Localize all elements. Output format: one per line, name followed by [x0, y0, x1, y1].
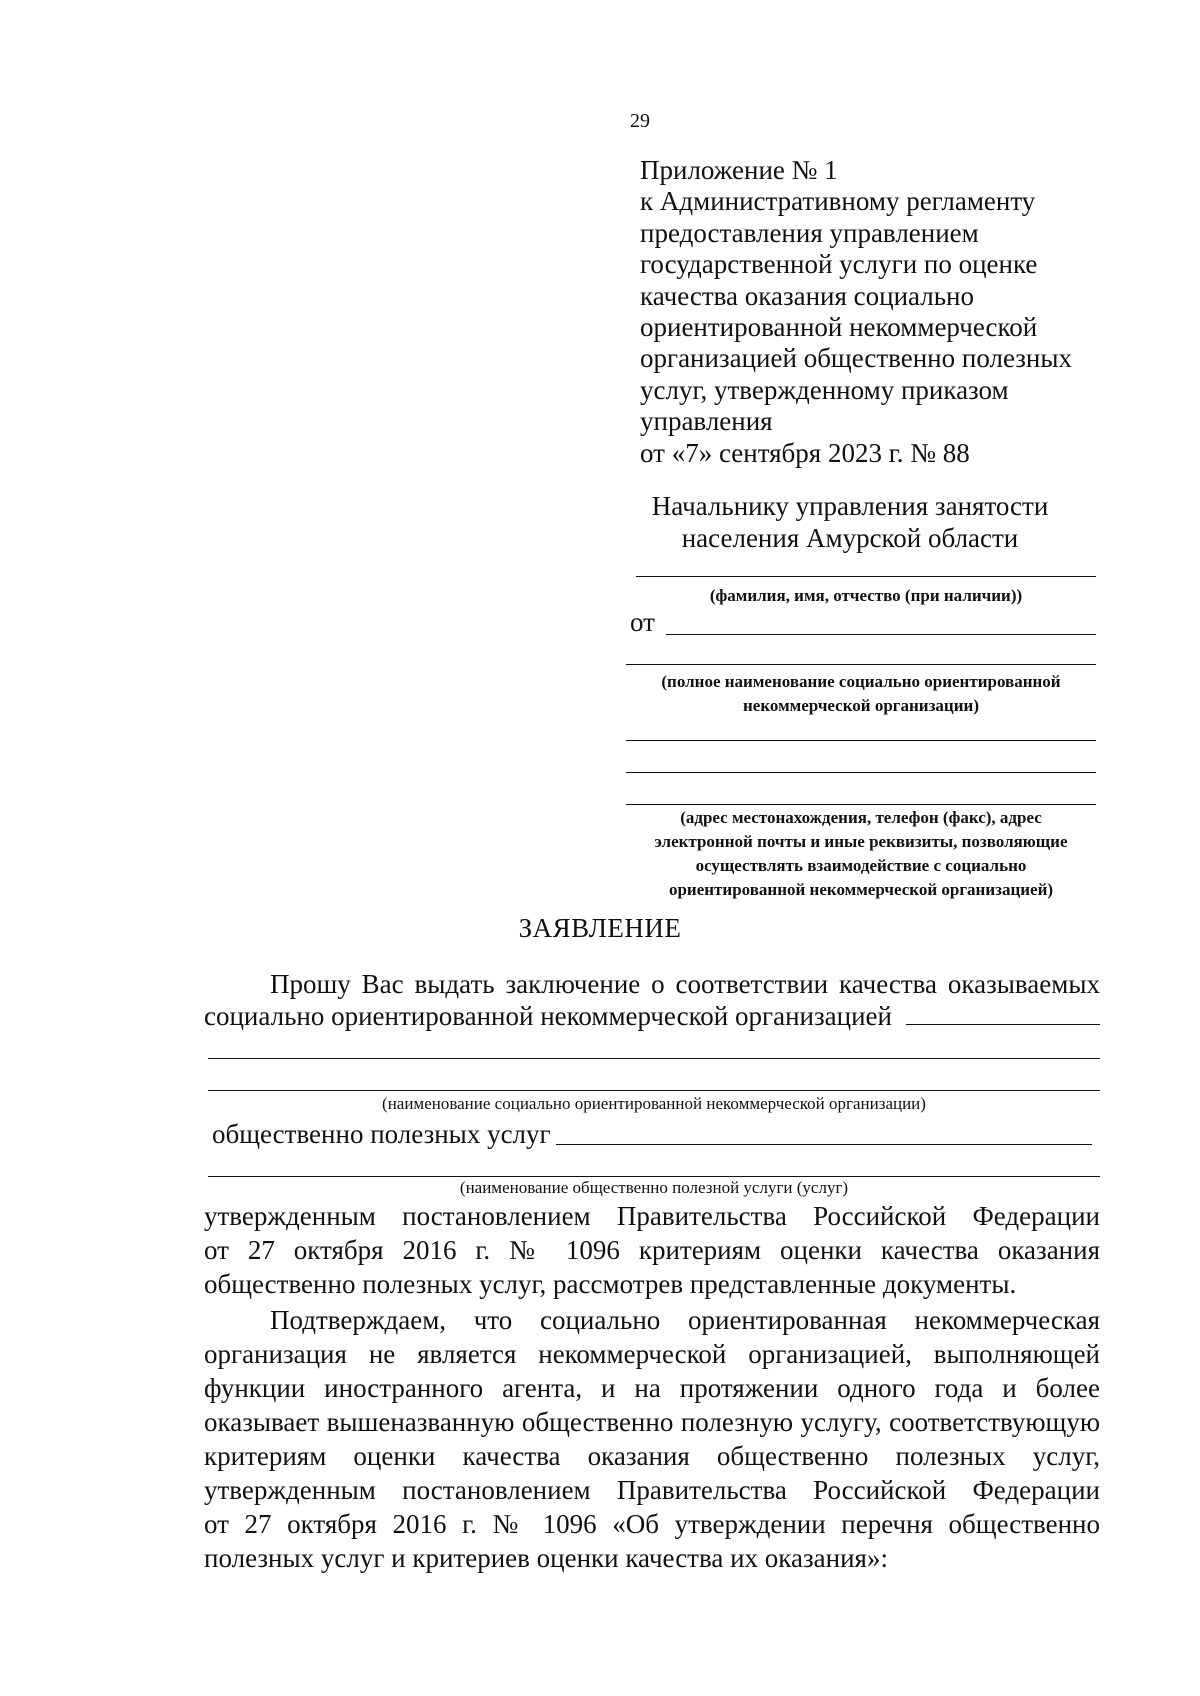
addressee-line-2: населения Амурской области	[681, 523, 1019, 553]
appendix-line: управления	[640, 406, 773, 437]
address-caption-3: осуществлять взаимодействие с социально	[695, 856, 1027, 875]
appendix-header	[640, 155, 1100, 469]
request-line-2: социально ориентированной некоммерческой организацией	[204, 1001, 892, 1031]
body-line: утвержденным постановлением Правительства Российской Федерации	[204, 1201, 1100, 1231]
from-field-line[interactable]	[666, 634, 1096, 635]
body-line: оказывает вышеназванную общественно полезную услугу, соответствующую	[204, 1407, 1100, 1437]
org-inline-field-line-3[interactable]	[208, 1090, 1100, 1091]
page-number: 29	[630, 110, 650, 132]
body-line: полезных услуг и критериев оценки качества их оказания»:	[204, 1543, 888, 1573]
address-caption-1: (адрес местонахождения, телефон (факс), адрес	[680, 808, 1042, 827]
org-inline-caption: (наименование социально ориентированной некоммерческой организации)	[382, 1094, 926, 1113]
addressee-line-1: Начальнику управления занятости	[651, 491, 1049, 521]
document-title: ЗАЯВЛЕНИЕ	[518, 913, 682, 943]
org-inline-field-line-1[interactable]	[906, 1024, 1100, 1025]
address-field-line-2[interactable]	[626, 772, 1096, 773]
body-line: Подтверждаем, что социально ориентированная некоммерческая	[270, 1305, 1100, 1335]
address-caption-2: электронной почты и иные реквизиты, позволяющие	[654, 832, 1068, 851]
body-line: общественно полезных услуг, рассмотрев представленные документы.	[204, 1269, 1017, 1299]
address-field-line-3[interactable]	[626, 804, 1096, 805]
body-line: от 27 октября 2016 г. № 1096 критериям оценки качества оказания	[204, 1235, 1100, 1265]
appendix-line: к Административному регламенту	[640, 186, 1036, 217]
org-inline-field-line-2[interactable]	[208, 1058, 1100, 1059]
appendix-line: предоставления управлением	[640, 217, 979, 248]
services-field-line-1[interactable]	[556, 1144, 1092, 1145]
fio-field-line[interactable]	[636, 576, 1096, 577]
body-line: утвержденным постановлением Правительства Российской Федерации	[204, 1475, 1100, 1505]
appendix-line: услуг, утвержденному приказом	[640, 374, 1009, 405]
request-line-1: Прошу Вас выдать заключение о соответствии качества оказываемых	[270, 969, 1100, 999]
org-name-caption-1: (полное наименование социально ориентированной	[661, 672, 1061, 691]
appendix-line: организацией общественно полезных	[640, 343, 1073, 374]
service-name-caption: (наименование общественно полезной услуги (услуг)	[459, 1178, 849, 1197]
fio-caption: (фамилия, имя, отчество (при наличии))	[709, 586, 1023, 605]
appendix-line: от «7» сентября 2023 г. № 88	[640, 437, 970, 468]
body-line: критериям оценки качества оказания общественно полезных услуг,	[204, 1441, 1100, 1471]
address-caption-4: ориентированной некоммерческой организацией)	[668, 880, 1054, 899]
address-field-line-1[interactable]	[626, 740, 1096, 741]
appendix-line: Приложение № 1	[640, 155, 838, 185]
appendix-line: государственной услуги по оценке	[640, 249, 1038, 280]
services-label: общественно полезных услуг	[212, 1119, 551, 1149]
addressee	[620, 490, 1080, 554]
org-name-caption-2: некоммерческой организации)	[743, 696, 979, 715]
org-name-field-line[interactable]	[626, 664, 1096, 665]
body-line: функции иностранного агента, и на протяжении одного года и более	[204, 1373, 1100, 1403]
body-line: организация не является некоммерческой организацией, выполняющей	[204, 1339, 1100, 1369]
appendix-line: ориентированной некоммерческой	[640, 312, 1038, 343]
from-label: от	[630, 607, 655, 637]
appendix-line: качества оказания социально	[640, 280, 975, 311]
body-line: от 27 октября 2016 г. № 1096 «Об утверждении перечня общественно	[204, 1509, 1100, 1539]
